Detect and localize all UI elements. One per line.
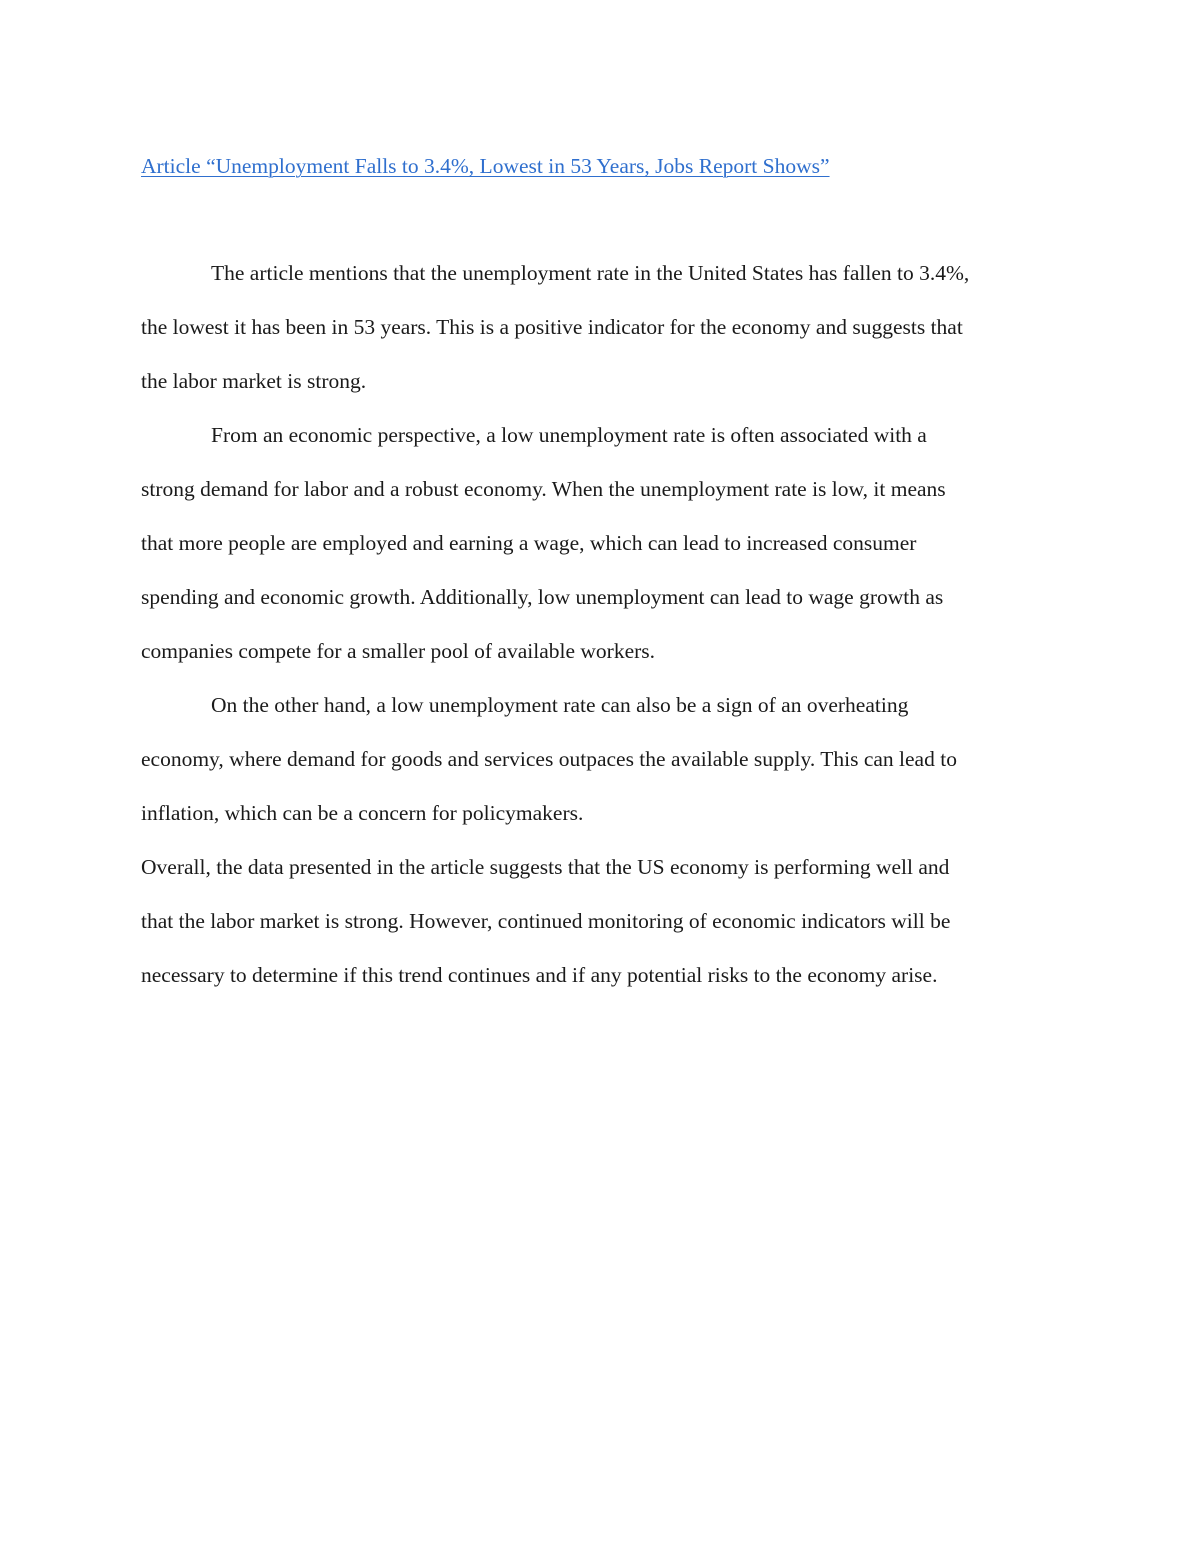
paragraph-line: the lowest it has been in 53 years. This is a positive indicator for the economy and suggests that xyxy=(141,315,963,339)
paragraph-line: companies compete for a smaller pool of available workers. xyxy=(141,639,656,663)
paragraph-4 xyxy=(141,840,1056,1002)
paragraph-line: necessary to determine if this trend continues and if any potential risks to the economy arise. xyxy=(141,963,938,987)
document-body xyxy=(141,139,1056,1002)
paragraph-line: economy, where demand for goods and services outpaces the available supply. This can lead to xyxy=(141,747,957,771)
paragraph-line: spending and economic growth. Additionally, low unemployment can lead to wage growth as xyxy=(141,585,944,609)
paragraph-line: Overall, the data presented in the article suggests that the US economy is performing well and xyxy=(141,855,950,879)
paragraph-line: The article mentions that the unemployment rate in the United States has fallen to 3.4%, xyxy=(211,261,970,285)
paragraph-line: the labor market is strong. xyxy=(141,369,367,393)
paragraph-line: From an economic perspective, a low unemployment rate is often associated with a xyxy=(211,423,927,447)
article-title-link[interactable]: Article “Unemployment Falls to 3.4%, Lowest in 53 Years, Jobs Report Shows” xyxy=(141,154,830,178)
paragraph-line: that the labor market is strong. However, continued monitoring of economic indicators will be xyxy=(141,909,951,933)
paragraph-1 xyxy=(141,246,1056,408)
paragraph-line: that more people are employed and earning a wage, which can lead to increased consumer xyxy=(141,531,917,555)
paragraph-line: On the other hand, a low unemployment rate can also be a sign of an overheating xyxy=(211,693,909,717)
paragraph-2 xyxy=(141,408,1056,678)
paragraph-3 xyxy=(141,678,1056,840)
paragraph-line: inflation, which can be a concern for policymakers. xyxy=(141,801,584,825)
paragraph-line: strong demand for labor and a robust economy. When the unemployment rate is low, it means xyxy=(141,477,946,501)
